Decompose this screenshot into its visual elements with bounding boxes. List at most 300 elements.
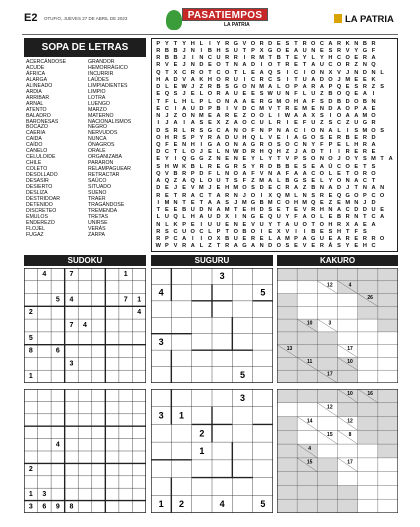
- grid-letter: E: [251, 91, 255, 98]
- grid-letter: W: [172, 163, 179, 170]
- grid-letter: V: [285, 156, 290, 163]
- grid-letter: O: [354, 192, 359, 199]
- grid-letter: A: [319, 163, 324, 170]
- issue-date: OTUFIO, JUEVES 27 DE ABRIL DE 2023: [44, 16, 128, 21]
- grid-letter: R: [345, 236, 350, 243]
- kakuro-cell: [378, 485, 398, 499]
- kakuro-clue: 10: [347, 390, 353, 397]
- grid-letter: R: [233, 163, 238, 170]
- grid-letter: T: [165, 69, 169, 76]
- grid-letter: M: [302, 199, 307, 206]
- grid-letter: B: [173, 47, 178, 54]
- grid-letter: L: [294, 192, 298, 199]
- grid-letter: Q: [173, 214, 178, 221]
- grid-letter: M: [276, 98, 282, 105]
- grid-letter: N: [354, 214, 359, 221]
- grid-letter: L: [216, 149, 221, 156]
- kakuro-cell: [358, 370, 378, 383]
- grid-letter: X: [268, 192, 273, 199]
- grid-letter: I: [174, 156, 177, 163]
- grid-letter: I: [372, 91, 375, 98]
- grid-letter: U: [164, 214, 169, 221]
- grid-letter: I: [243, 55, 246, 62]
- grid-letter: U: [207, 221, 212, 228]
- suguru-title: SUGURU: [151, 255, 273, 266]
- grid-letter: Y: [319, 55, 324, 62]
- grid-letter: T: [285, 207, 290, 214]
- grid-letter: U: [302, 76, 307, 83]
- grid-letter: N: [345, 178, 350, 185]
- sudoku-given: 4: [137, 309, 142, 317]
- grid-letter: B: [207, 47, 212, 54]
- grid-letter: N: [173, 199, 178, 206]
- word-item: DESASIR: [26, 178, 49, 185]
- grid-letter: Y: [165, 156, 169, 163]
- grid-letter: A: [380, 214, 385, 221]
- grid-letter: N: [328, 207, 333, 214]
- grid-letter: E: [165, 185, 169, 192]
- grid-letter: H: [216, 47, 221, 54]
- grid-letter: R: [337, 221, 342, 228]
- grid-letter: A: [242, 141, 247, 148]
- grid-letter: E: [173, 141, 178, 148]
- grid-letter: N: [259, 243, 264, 250]
- grid-letter: J: [199, 149, 203, 156]
- grid-letter: A: [354, 113, 359, 120]
- grid-letter: G: [207, 141, 213, 148]
- logo-text: PASATIEMPOS: [182, 8, 268, 21]
- grid-letter: P: [354, 105, 359, 112]
- grid-letter: A: [293, 134, 299, 141]
- grid-letter: E: [337, 170, 341, 177]
- grid-letter: L: [345, 141, 350, 148]
- grid-letter: O: [242, 127, 247, 134]
- grid-letter: N: [233, 127, 238, 134]
- grid-letter: M: [345, 199, 350, 206]
- grid-letter: T: [225, 178, 229, 185]
- grid-letter: C: [207, 55, 212, 62]
- kakuro-cell: [317, 306, 337, 319]
- grid-letter: A: [242, 62, 247, 69]
- grid-letter: I: [303, 69, 306, 76]
- grid-letter: H: [156, 76, 161, 83]
- grid-letter: G: [250, 199, 256, 206]
- grid-letter: E: [371, 105, 376, 112]
- grid-letter: N: [233, 141, 238, 148]
- grid-letter: X: [345, 221, 350, 228]
- grid-letter: T: [182, 199, 186, 206]
- grid-letter: V: [233, 105, 238, 112]
- word-item: NACIONALISMOS: [88, 118, 132, 125]
- grid-letter: A: [371, 221, 376, 228]
- grid-letter: C: [345, 207, 350, 214]
- kakuro-cell: [297, 403, 317, 417]
- grid-letter: C: [164, 149, 169, 156]
- grid-letter: L: [199, 40, 204, 47]
- grid-letter: O: [276, 47, 281, 54]
- grid-letter: R: [173, 127, 178, 134]
- word-item: DISCRETEO: [26, 207, 57, 214]
- grid-letter: M: [267, 199, 273, 206]
- grid-letter: N: [354, 69, 359, 76]
- grid-letter: E: [259, 236, 264, 243]
- grid-letter: A: [233, 98, 238, 105]
- grid-letter: R: [182, 170, 187, 177]
- grid-letter: S: [328, 47, 333, 54]
- grid-letter: Q: [156, 141, 161, 148]
- grid-letter: A: [190, 243, 195, 250]
- grid-letter: C: [371, 192, 376, 199]
- grid-letter: N: [311, 47, 316, 54]
- grid-letter: G: [250, 214, 256, 221]
- grid-letter: W: [181, 84, 187, 91]
- grid-letter: I: [209, 40, 211, 47]
- grid-letter: Z: [328, 199, 333, 206]
- grid-letter: E: [208, 113, 212, 120]
- word-item: DESIERTO: [26, 184, 53, 191]
- grid-letter: G: [233, 40, 238, 47]
- word-item: ORGANIZABA: [88, 154, 123, 161]
- grid-letter: R: [285, 185, 290, 192]
- sudoku-given: 7: [69, 270, 74, 278]
- kakuro-clue: 14: [306, 418, 313, 425]
- grid-letter: B: [216, 84, 221, 91]
- grid-letter: J: [182, 91, 186, 98]
- grid-letter: E: [165, 192, 169, 199]
- kakuro-cell: [378, 458, 398, 472]
- grid-letter: V: [165, 170, 169, 177]
- grid-letter: C: [362, 178, 367, 185]
- grid-letter: U: [302, 47, 307, 54]
- grid-letter: E: [294, 105, 298, 112]
- grid-letter: Y: [328, 178, 333, 185]
- grid-letter: A: [190, 192, 195, 199]
- grid-letter: B: [285, 163, 290, 170]
- grid-letter: E: [294, 163, 298, 170]
- grid-letter: O: [156, 134, 161, 141]
- grid-letter: C: [268, 76, 273, 83]
- grid-letter: Z: [371, 84, 376, 91]
- grid-letter: L: [328, 170, 333, 177]
- grid-letter: N: [380, 185, 385, 192]
- word-item: FUGAZ: [26, 231, 44, 238]
- suguru-given: 2: [199, 428, 205, 439]
- grid-letter: S: [199, 120, 204, 127]
- grid-letter: I: [329, 113, 332, 120]
- grid-letter: P: [268, 127, 273, 134]
- grid-letter: E: [242, 221, 247, 228]
- grid-letter: T: [277, 105, 281, 112]
- kakuro-cell: [358, 458, 378, 472]
- grid-letter: J: [337, 76, 341, 83]
- grid-letter: W: [284, 113, 291, 120]
- grid-letter: D: [242, 149, 247, 156]
- grid-letter: O: [336, 62, 342, 69]
- grid-letter: O: [345, 163, 350, 170]
- grid-letter: J: [191, 84, 195, 91]
- grid-letter: U: [276, 91, 281, 98]
- grid-letter: I: [329, 149, 332, 156]
- grid-letter: S: [251, 185, 255, 192]
- grid-letter: T: [268, 55, 272, 62]
- grid-letter: Z: [320, 120, 324, 127]
- grid-letter: O: [354, 170, 359, 177]
- grid-letter: V: [173, 243, 178, 250]
- grid-letter: A: [345, 113, 350, 120]
- grid-letter: S: [354, 127, 359, 134]
- grid-letter: A: [293, 185, 299, 192]
- grid-letter: F: [294, 214, 298, 221]
- grid-letter: Y: [311, 141, 316, 148]
- grid-letter: J: [346, 69, 350, 76]
- grid-letter: V: [268, 134, 273, 141]
- grid-letter: N: [199, 55, 204, 62]
- grid-letter: E: [173, 207, 178, 214]
- grid-letter: T: [285, 55, 290, 62]
- kakuro-puzzle-2: [277, 389, 398, 513]
- grid-letter: M: [224, 207, 230, 214]
- grid-letter: E: [216, 185, 221, 192]
- grid-letter: T: [208, 69, 212, 76]
- grid-letter: U: [259, 120, 264, 127]
- grid-letter: A: [242, 170, 247, 177]
- grid-letter: E: [345, 84, 350, 91]
- suguru-given: 3: [158, 336, 164, 347]
- grid-letter: O: [371, 127, 376, 134]
- grid-letter: A: [216, 134, 221, 141]
- grid-letter: R: [190, 69, 195, 76]
- word-item: NUNCA: [88, 136, 107, 143]
- grid-letter: R: [276, 120, 281, 127]
- grid-letter: P: [363, 192, 367, 199]
- grid-letter: I: [286, 69, 289, 76]
- grid-letter: I: [286, 76, 289, 83]
- grid-letter: I: [278, 113, 280, 120]
- grid-letter: I: [234, 214, 237, 221]
- grid-letter: T: [156, 207, 160, 214]
- grid-letter: A: [216, 207, 221, 214]
- grid-letter: D: [268, 40, 273, 47]
- grid-letter: P: [294, 236, 298, 243]
- grid-letter: J: [294, 149, 298, 156]
- word-item: ATENTO: [26, 106, 47, 113]
- grid-letter: S: [319, 134, 324, 141]
- grid-letter: O: [190, 149, 195, 156]
- grid-letter: D: [259, 185, 264, 192]
- grid-letter: O: [311, 40, 316, 47]
- grid-letter: R: [345, 62, 350, 69]
- grid-letter: G: [293, 178, 299, 185]
- grid-letter: S: [380, 127, 384, 134]
- grid-letter: P: [294, 156, 298, 163]
- grid-letter: K: [345, 40, 350, 47]
- kakuro-cell: [338, 444, 358, 458]
- grid-letter: L: [156, 214, 160, 221]
- kakuro-cell: [338, 472, 358, 486]
- grid-letter: N: [225, 98, 230, 105]
- grid-letter: P: [156, 40, 161, 47]
- grid-letter: N: [362, 62, 367, 69]
- sudoku-given: 2: [28, 466, 33, 474]
- grid-letter: H: [207, 76, 212, 83]
- grid-letter: V: [190, 185, 195, 192]
- kakuro-cell: [277, 403, 297, 417]
- grid-letter: L: [259, 134, 264, 141]
- kakuro-cell: [378, 357, 398, 370]
- grid-letter: Z: [251, 178, 255, 185]
- grid-letter: E: [380, 207, 384, 214]
- grid-letter: U: [354, 120, 359, 127]
- grid-letter: A: [371, 141, 376, 148]
- kakuro-cell: [317, 294, 337, 307]
- kakuro-clue: 4: [308, 445, 312, 452]
- grid-letter: B: [182, 207, 187, 214]
- grid-letter: A: [276, 170, 281, 177]
- grid-letter: N: [302, 192, 307, 199]
- grid-letter: C: [328, 62, 333, 69]
- sudoku-given: 3: [42, 490, 47, 498]
- grid-letter: R: [311, 207, 316, 214]
- grid-letter: A: [328, 185, 333, 192]
- grid-letter: M: [199, 185, 204, 192]
- grid-letter: I: [157, 199, 160, 206]
- grid-letter: Y: [251, 163, 255, 170]
- grid-letter: K: [199, 76, 204, 83]
- grid-letter: G: [199, 156, 204, 163]
- pasatiempos-logo: [158, 8, 284, 32]
- word-list-col2: [88, 60, 131, 239]
- kakuro-clue: 12: [327, 404, 333, 411]
- grid-letter: B: [311, 228, 316, 235]
- grid-letter: A: [328, 40, 333, 47]
- grid-letter: U: [276, 214, 281, 221]
- grid-letter: Y: [354, 156, 359, 163]
- grid-letter: M: [233, 185, 239, 192]
- kakuro-clue: 12: [327, 282, 333, 289]
- word-item: NERVUDOS: [88, 130, 118, 137]
- grid-letter: C: [276, 185, 281, 192]
- suguru-given: 5: [239, 369, 246, 380]
- grid-letter: R: [225, 243, 230, 250]
- grid-letter: A: [302, 98, 307, 105]
- grid-letter: C: [337, 163, 342, 170]
- kakuro-cell: [358, 332, 378, 345]
- grid-letter: S: [259, 91, 264, 98]
- sudoku-puzzle-1: [24, 268, 146, 383]
- grid-letter: R: [259, 98, 264, 105]
- grid-letter: X: [225, 214, 230, 221]
- grid-letter: I: [243, 76, 246, 83]
- grid-letter: L: [165, 84, 169, 91]
- kakuro-cell: [358, 357, 378, 370]
- grid-letter: H: [276, 149, 281, 156]
- word-item: LUENGO: [88, 100, 110, 107]
- kakuro-clue: 11: [307, 358, 313, 365]
- word-item: TRETAS: [88, 213, 109, 220]
- grid-letter: M: [164, 199, 170, 206]
- grid-letter: C: [173, 228, 178, 235]
- grid-letter: U: [233, 91, 238, 98]
- grid-letter: Z: [242, 113, 247, 120]
- grid-letter: R: [319, 192, 324, 199]
- kakuro-cell: [317, 444, 337, 458]
- grid-letter: M: [285, 192, 290, 199]
- grid-letter: L: [208, 228, 212, 235]
- word-item: CAÍDO: [26, 142, 43, 149]
- word-item: LIMPIO: [88, 88, 106, 95]
- kakuro-cell: [358, 485, 378, 499]
- grid-letter: A: [354, 178, 359, 185]
- word-item: PARARON: [88, 160, 114, 167]
- grid-letter: E: [173, 62, 178, 69]
- grid-letter: L: [182, 214, 186, 221]
- grid-letter: S: [276, 76, 281, 83]
- grid-letter: L: [182, 149, 186, 156]
- grid-letter: S: [354, 84, 359, 91]
- grid-letter: Y: [268, 221, 273, 228]
- grid-letter: D: [362, 207, 367, 214]
- grid-letter: M: [362, 113, 368, 120]
- grid-letter: T: [173, 192, 178, 199]
- grid-letter: P: [199, 98, 204, 105]
- grid-letter: R: [259, 141, 264, 148]
- kakuro-cell: [338, 319, 358, 332]
- word-list-col1: [26, 60, 66, 239]
- grid-letter: E: [354, 149, 359, 156]
- grid-letter: Q: [336, 192, 342, 199]
- grid-letter: O: [336, 113, 342, 120]
- grid-letter: R: [362, 55, 367, 62]
- word-item: ÓNAGROS: [88, 142, 115, 149]
- suguru-puzzle-2: [151, 389, 273, 513]
- word-item: INCURRIR: [88, 70, 114, 77]
- word-item: VERÁS: [88, 225, 106, 232]
- grid-letter: N: [233, 221, 238, 228]
- grid-letter: R: [207, 134, 212, 141]
- grid-letter: C: [276, 199, 281, 206]
- suguru-given: 3: [158, 410, 164, 421]
- grid-letter: C: [173, 236, 178, 243]
- word-item: ZARPA: [88, 231, 105, 238]
- kakuro-clue: 4: [348, 282, 352, 289]
- grid-letter: T: [199, 199, 204, 206]
- grid-letter: E: [251, 98, 255, 105]
- sudoku-given: 7: [123, 296, 128, 304]
- grid-letter: A: [268, 84, 273, 91]
- grid-letter: B: [173, 55, 178, 62]
- grid-letter: I: [295, 228, 297, 235]
- word-item: BOCAZO: [26, 124, 48, 131]
- grid-letter: A: [337, 236, 342, 243]
- grid-letter: N: [259, 127, 264, 134]
- grid-letter: T: [156, 98, 160, 105]
- grid-letter: N: [225, 170, 230, 177]
- grid-letter: V: [345, 47, 350, 54]
- grid-letter: T: [173, 40, 178, 47]
- grid-letter: E: [328, 192, 333, 199]
- suguru-given: 1: [199, 446, 205, 456]
- grid-letter: H: [354, 141, 359, 148]
- grid-letter: S: [285, 243, 290, 250]
- grid-letter: D: [199, 105, 204, 112]
- kakuro-clue: 17: [327, 371, 333, 378]
- grid-letter: D: [328, 98, 333, 105]
- word-item: TRAER: [88, 195, 106, 202]
- grid-letter: E: [276, 134, 281, 141]
- grid-letter: N: [371, 98, 376, 105]
- grid-letter: M: [259, 84, 264, 91]
- grid-letter: G: [345, 192, 350, 199]
